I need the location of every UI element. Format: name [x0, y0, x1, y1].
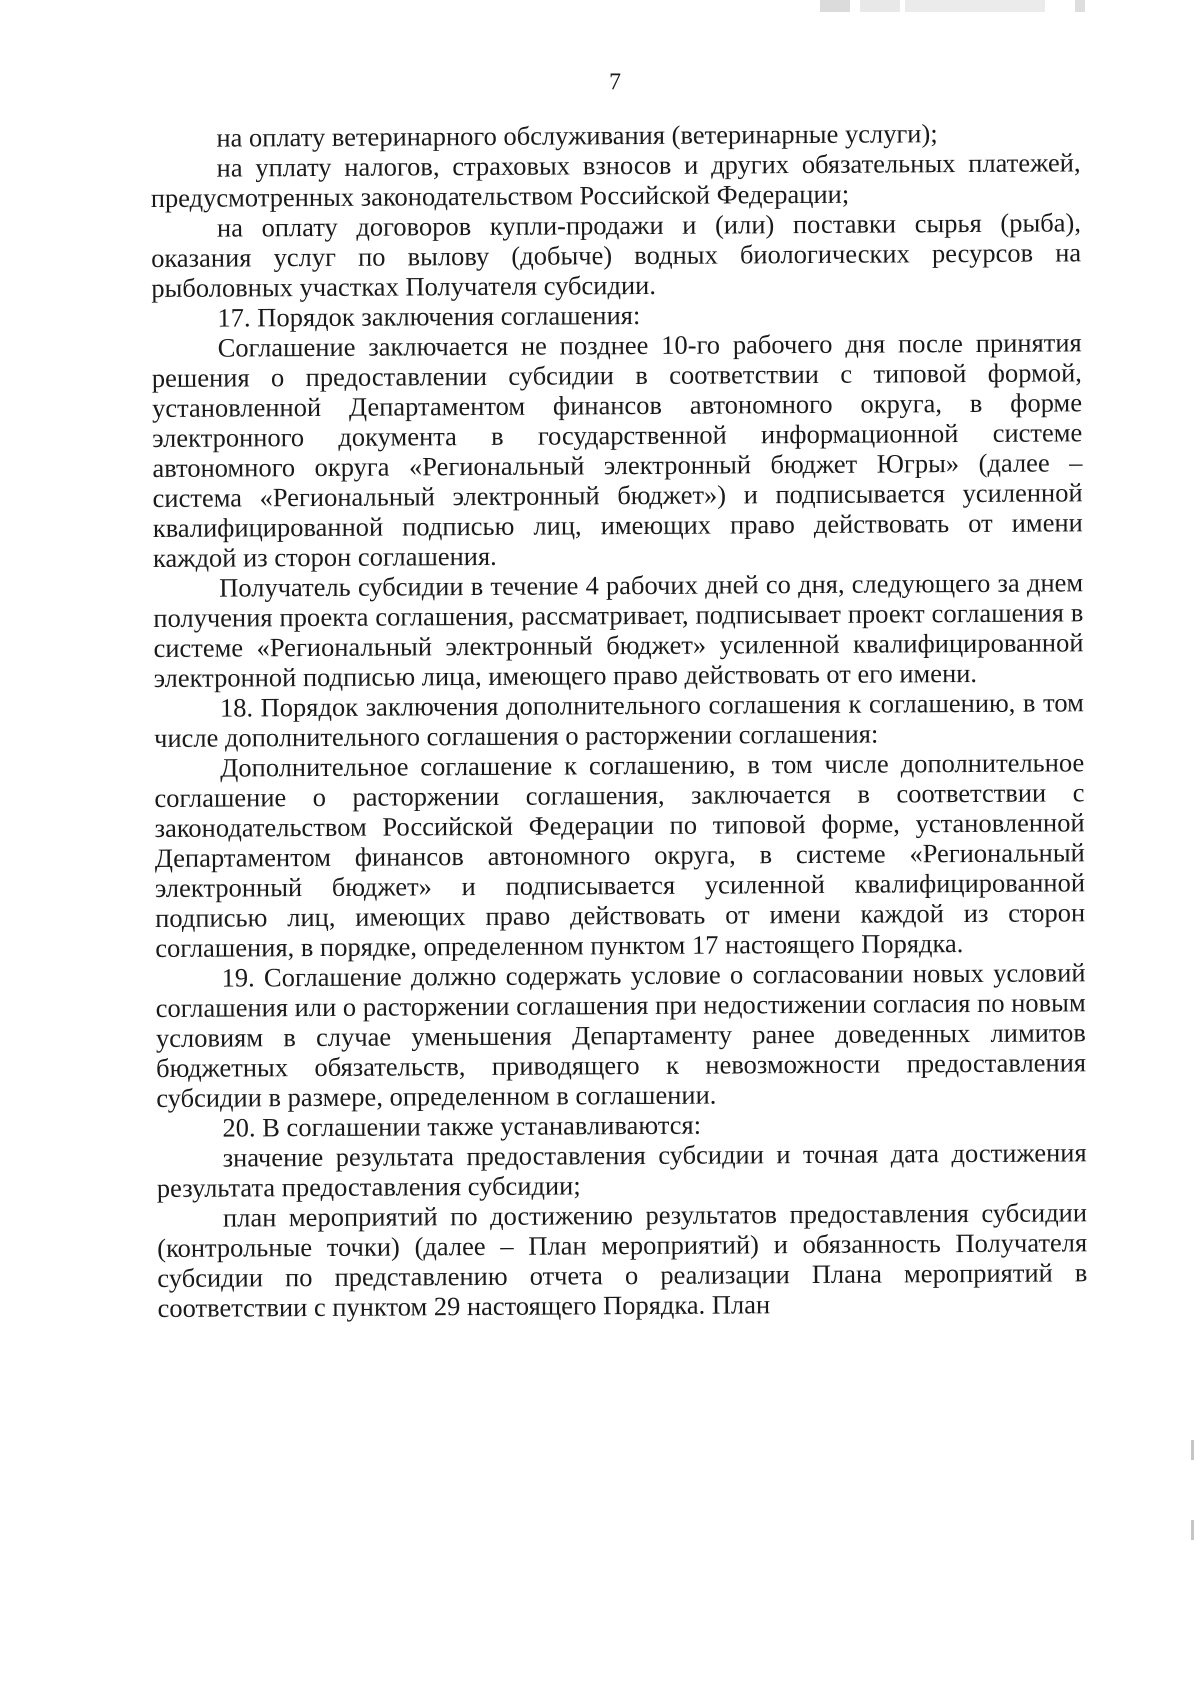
paragraph: на оплату ветеринарного обслуживания (ветеринарные услуги);	[216, 118, 938, 153]
scan-artifact-right	[1191, 1520, 1194, 1540]
paragraph: Соглашение заключается не позднее 10-го рабочего дня после принятия решения о предоставлении субсидии в соответствии с типовой формой, установленной Департаментом финансов автономного округа, в форме электронного документа в государственной информационной системе автономного округа «Региональный электронный бюджет Югры» (далее – система «Региональный электронный бюджет») и подписывается усиленной квалифицированной подписью лиц, имеющих право действовать от имени каждой из сторон соглашения.	[151, 327, 1083, 573]
section-heading-18: 18. Порядок заключения дополнительного соглашения к соглашению, в том числе дополнительного соглашения о расторжении соглашения:	[153, 687, 1084, 753]
scan-artifact-right	[1191, 1440, 1194, 1460]
paragraph: Дополнительное соглашение к соглашению, в том числе дополнительное соглашение о расторжении соглашения, заключается в соответствии с законодательством Российской Федерации по типовой форме, установленной Департаментом финансов автономного округа, в системе «Региональный электронный бюджет» и подписывается усиленной квалифицированной подписью лиц, имеющих право действовать от имени каждой из сторон соглашения, в порядке, определенном пунктом 17 настоящего Порядка.	[154, 747, 1086, 963]
section-19: 19. Соглашение должно содержать условие о согласовании новых условий соглашения или о расторжении соглашения при недостижении согласия по новым условиям в случае уменьшения Департаменту ранее доведенных лимитов бюджетных обязательств, приводящего к невозможности предоставления субсидии в размере, определенном в соглашении.	[155, 957, 1087, 1113]
section-heading-20: 20. В соглашении также устанавливаются:	[222, 1109, 702, 1143]
section-heading-17: 17. Порядок заключения соглашения:	[217, 300, 641, 333]
scan-artifact-top	[0, 0, 1200, 14]
paragraph: на уплату налогов, страховых взносов и других обязательных платежей, предусмотренных законодательством Российской Федерации;	[150, 147, 1081, 213]
page-number: 7	[608, 69, 622, 96]
paragraph: на оплату договоров купли-продажи и (или) поставки сырья (рыба), оказания услуг по вылову (добыче) водных биологических ресурсов на рыболовных участках Получателя субсидии.	[151, 207, 1082, 303]
paragraph: значение результата предоставления субсидии и точная дата достижения результата предоставления субсидии;	[156, 1137, 1087, 1203]
paragraph: план мероприятий по достижению результатов предоставления субсидии (контрольные точки) (далее – План мероприятий) и обязанность Получателя субсидии по представлению отчета о реализации Плана мероприятий в соответствии с пунктом 29 настоящего Порядка. План	[157, 1197, 1088, 1323]
paragraph: Получатель субсидии в течение 4 рабочих дней со дня, следующего за днем получения проекта соглашения, рассматривает, подписывает проект соглашения в системе «Региональный электронный бюджет» усиленной квалифицированной электронной подписью лица, имеющего право действовать от его имени.	[153, 567, 1084, 693]
document-page	[150, 66, 1088, 1323]
